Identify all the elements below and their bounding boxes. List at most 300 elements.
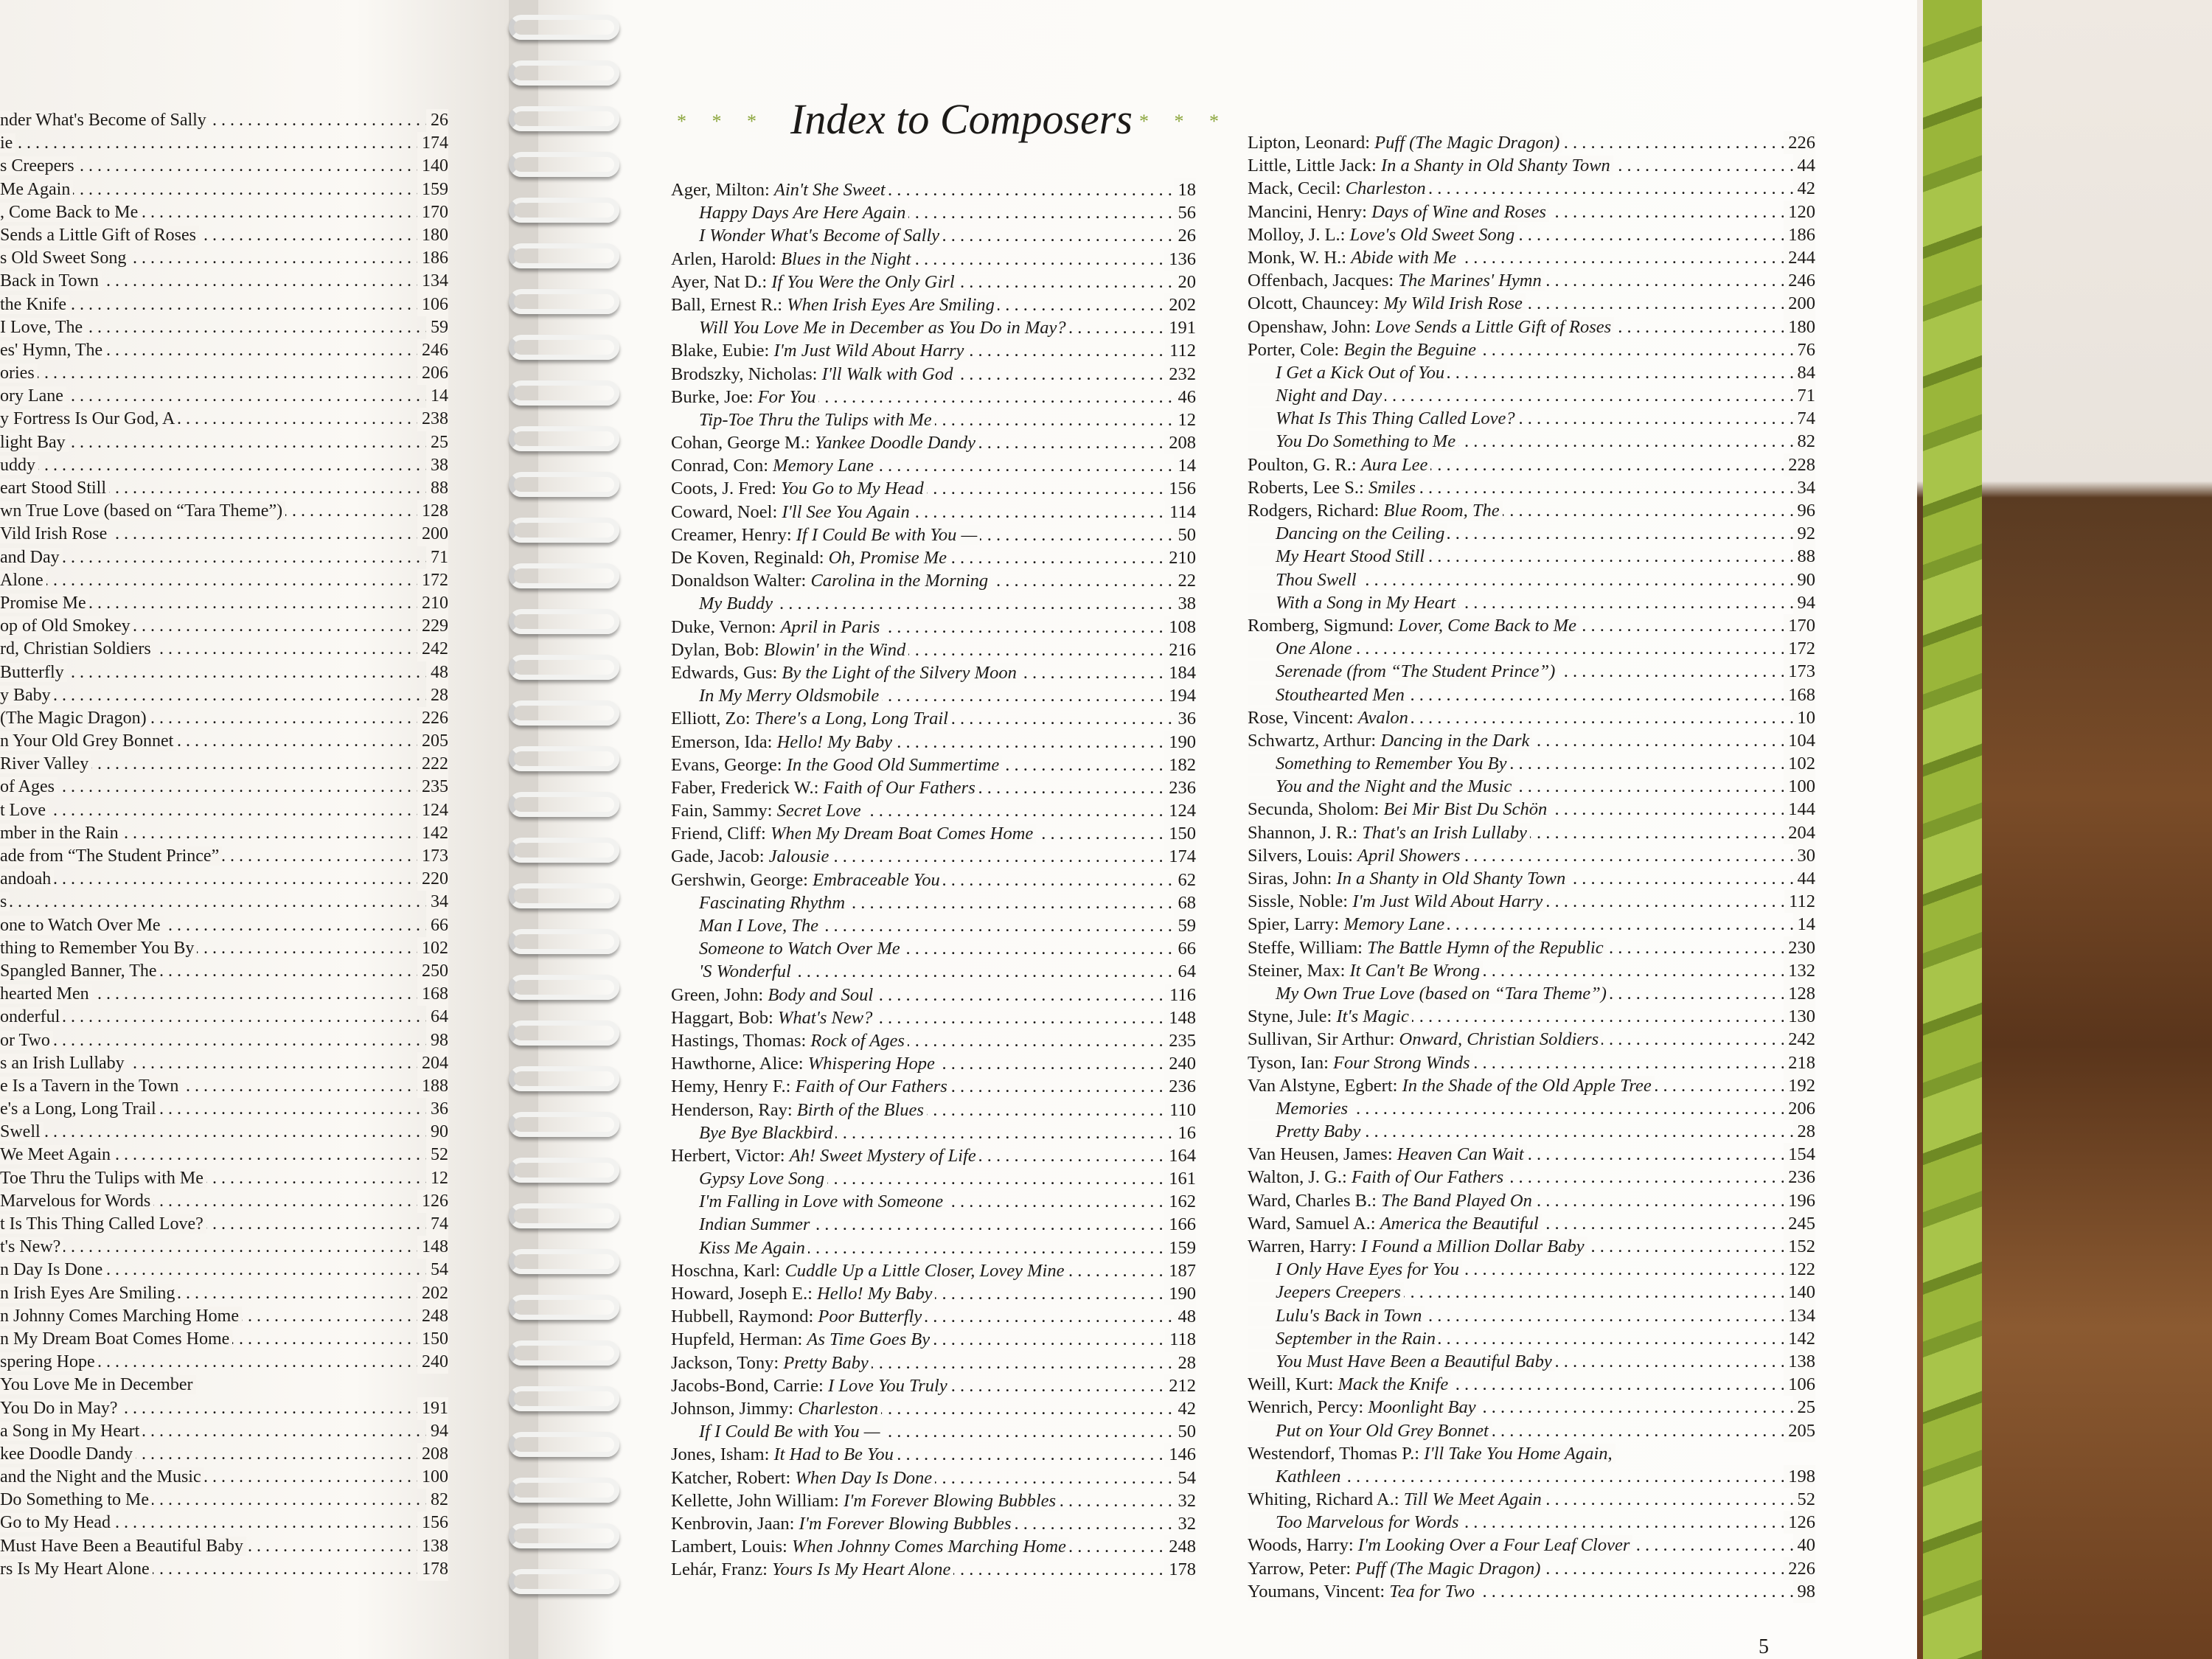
song-index-row	[0, 1535, 448, 1558]
song-title: Kathleen	[1276, 1466, 1341, 1486]
composer-name: Evans, George:	[671, 754, 782, 775]
song-title: spering Hope	[0, 1352, 98, 1371]
song-page-number: 200	[417, 523, 448, 546]
binding-coil	[509, 1158, 619, 1183]
composer-index-row	[671, 1006, 1196, 1029]
song-title: e Is a Tavern in the Town	[0, 1077, 181, 1096]
composer-index-row	[671, 1259, 1196, 1282]
song-title: I'm Just Wild About Harry	[1352, 891, 1543, 912]
song-page-number: 196	[1784, 1189, 1815, 1212]
song-page-number: 71	[1793, 384, 1816, 407]
composer-name: Coward, Noel:	[671, 501, 778, 522]
song-page-number: 114	[1165, 501, 1196, 524]
song-title: My Own True Love (based on “Tara Theme”)	[1276, 983, 1607, 1004]
song-title: My Wild Irish Rose	[1383, 293, 1523, 314]
song-title: I'll Walk with God	[821, 364, 953, 384]
binding-coil	[509, 518, 619, 543]
song-title: The Band Played On	[1381, 1190, 1532, 1211]
composer-name: Faber, Frederick W.:	[671, 777, 819, 798]
composer-index-row	[1248, 246, 1815, 269]
song-page-number: 222	[417, 753, 448, 776]
dot-leader	[0, 454, 448, 477]
song-title: Back in Town	[0, 271, 102, 291]
composer-index-row	[1248, 614, 1815, 637]
composer-name: Hupfeld, Herman:	[671, 1329, 803, 1350]
dot-leader	[0, 1236, 448, 1259]
song-title: Yankee Doodle Dandy	[814, 433, 976, 453]
composer-index-row	[1248, 706, 1815, 729]
song-title: Blues in the Night	[781, 248, 911, 269]
binding-coil	[509, 106, 619, 131]
song-page-number: 34	[426, 891, 448, 914]
song-page-number: 14	[426, 385, 448, 408]
composer-name: Mancini, Henry:	[1248, 201, 1367, 222]
song-page-number: 242	[417, 638, 448, 661]
song-title: Faith of Our Fathers	[795, 1077, 947, 1097]
song-page-number: 180	[417, 224, 448, 247]
composer-name: Arlen, Harold:	[671, 248, 776, 269]
song-title: Sends a Little Gift of Roses	[0, 226, 199, 245]
song-page-number: 200	[1784, 292, 1815, 315]
song-page-number: 110	[1165, 1099, 1196, 1121]
song-page-number: 168	[417, 983, 448, 1006]
song-page-number: 84	[1793, 361, 1816, 384]
song-index-row	[0, 730, 448, 753]
composer-index-row	[1248, 1005, 1815, 1028]
composer-name: Van Heusen, James:	[1248, 1144, 1393, 1165]
composer-name: Whiting, Richard A.:	[1248, 1489, 1399, 1510]
song-title: There's a Long, Long Trail	[754, 709, 948, 729]
binding-coil	[509, 655, 619, 680]
composer-index-row	[1248, 798, 1815, 821]
song-page-number: 230	[1784, 936, 1815, 959]
dot-leader	[0, 799, 448, 822]
song-page-number: 12	[426, 1167, 448, 1190]
song-index-row	[0, 1374, 448, 1397]
song-index-row	[0, 638, 448, 661]
binding-coil	[509, 1066, 619, 1091]
song-title: Birth of the Blues	[796, 1099, 924, 1120]
song-page-number: 204	[1784, 821, 1815, 844]
song-page-number: 226	[1784, 1557, 1815, 1580]
dot-leader	[0, 868, 448, 891]
song-page-number: 20	[1174, 271, 1197, 293]
song-page-number: 138	[1784, 1350, 1815, 1373]
composer-name: Johnson, Jimmy:	[671, 1398, 794, 1419]
song-title: Blowin' in the Wind	[763, 639, 906, 660]
song-page-number: 150	[1164, 822, 1196, 845]
song-page-number: 191	[417, 1397, 448, 1420]
song-title: ory Lane	[0, 386, 66, 406]
composer-index-row	[1248, 476, 1815, 499]
song-page-number: 108	[1164, 616, 1196, 639]
song-page-number: 52	[1793, 1488, 1816, 1511]
song-page-number: 206	[417, 362, 448, 385]
composer-name: Donaldson Walter:	[671, 571, 807, 591]
composer-index-row	[671, 1397, 1196, 1420]
song-index-row	[0, 1489, 448, 1512]
song-title: n Day Is Done	[0, 1260, 105, 1279]
composer-index-row	[671, 1167, 1196, 1190]
song-title: kee Doodle Dandy	[0, 1444, 136, 1464]
binding-coil	[509, 243, 619, 268]
composer-index-row	[671, 1213, 1196, 1236]
song-page-number: 100	[417, 1466, 448, 1489]
song-title: You Do in May?	[0, 1399, 121, 1418]
song-page-number: 126	[417, 1190, 448, 1213]
song-title: y Fortress Is Our God, A	[0, 409, 178, 428]
song-title: It Can't Be Wrong	[1349, 960, 1481, 981]
song-page-number: 238	[417, 408, 448, 431]
song-title: You Must Have Been a Beautiful Baby	[1276, 1351, 1552, 1371]
song-title: Love's Old Sweet Song	[1349, 224, 1515, 245]
composer-name: Molloy, J. L.:	[1248, 224, 1346, 245]
composer-index-row	[671, 1374, 1196, 1397]
song-title: Must Have Been a Beautiful Baby	[0, 1537, 246, 1556]
song-page-number: 174	[1164, 845, 1196, 868]
composer-index-row	[671, 431, 1196, 454]
song-page-number: 48	[1174, 1305, 1197, 1328]
composer-index-row	[1248, 1488, 1815, 1511]
title-ornament-right: * * *	[1139, 111, 1229, 132]
song-page-number: 210	[1164, 546, 1196, 569]
song-index-row	[0, 109, 448, 132]
composer-name: Hubbell, Raymond:	[671, 1307, 814, 1327]
dot-leader	[0, 1121, 448, 1144]
song-page-number: 44	[1793, 154, 1816, 177]
composer-index-row	[1248, 201, 1815, 223]
composer-index-row	[671, 477, 1196, 500]
composer-index-row	[671, 1099, 1196, 1121]
song-title: one to Watch Over Me	[0, 916, 164, 935]
song-page-number: 54	[1174, 1467, 1197, 1489]
song-title: Charleston	[1345, 178, 1426, 199]
song-title: The Marines' Hymn	[1398, 271, 1542, 291]
song-title: Blue Room, The	[1383, 501, 1500, 521]
song-page-number: 38	[1174, 592, 1197, 615]
composer-index-row	[1248, 1304, 1815, 1327]
song-page-number: 164	[1164, 1144, 1196, 1167]
composer-index-row	[1248, 890, 1815, 913]
song-title: Faith of Our Fathers	[823, 777, 975, 798]
composer-index-row	[671, 1467, 1196, 1489]
song-page-number: 56	[1174, 201, 1197, 224]
song-page-number: 178	[1164, 1558, 1196, 1581]
song-page-number: 204	[417, 1052, 448, 1075]
song-title: Poor Butterfly	[818, 1307, 922, 1327]
song-title: In a Shanty in Old Shanty Town	[1380, 156, 1610, 176]
composer-name: Offenbach, Jacques:	[1248, 271, 1394, 291]
dot-leader	[0, 132, 448, 155]
song-index-row	[0, 362, 448, 385]
composer-index-row	[1248, 1580, 1815, 1603]
composer-name: Olcott, Chauncey:	[1248, 293, 1380, 314]
composer-index-row	[1248, 384, 1815, 407]
composer-index-row	[1248, 591, 1815, 614]
song-page-number: 236	[1784, 1166, 1815, 1189]
song-title: I'm Forever Blowing Bubbles	[799, 1513, 1012, 1534]
composer-index-row	[671, 1352, 1196, 1374]
composer-index-row	[1248, 867, 1815, 890]
composer-name: Hoschna, Karl:	[671, 1260, 781, 1281]
composer-index-row	[671, 891, 1196, 914]
composer-index-row	[671, 914, 1196, 937]
song-title: What Is This Thing Called Love?	[1276, 408, 1515, 429]
composer-index-row	[1248, 407, 1815, 430]
song-title: April Showers	[1357, 845, 1461, 866]
song-index-row	[0, 1259, 448, 1281]
song-page-number: 32	[1174, 1489, 1197, 1512]
composer-index-row	[1248, 1396, 1815, 1419]
composer-name: Wenrich, Percy:	[1248, 1397, 1364, 1418]
composer-name: Yarrow, Peter:	[1248, 1558, 1352, 1579]
song-page-number: 102	[1784, 752, 1815, 775]
song-page-number: 226	[1784, 131, 1815, 154]
song-page-number: 102	[417, 937, 448, 960]
song-page-number: 192	[1784, 1074, 1815, 1097]
composer-index-row	[1248, 821, 1815, 844]
song-page-number: 128	[417, 500, 448, 523]
song-page-number: 74	[426, 1213, 448, 1236]
composer-name: Silvers, Louis:	[1248, 845, 1353, 866]
song-title: s Creepers	[0, 156, 77, 175]
song-index-row	[0, 500, 448, 523]
song-title: Dancing on the Ceiling	[1276, 524, 1445, 544]
composer-name: Weill, Kurt:	[1248, 1374, 1334, 1395]
song-title: Memories	[1276, 1098, 1348, 1119]
song-title: Butterfly	[0, 663, 67, 682]
song-title: rs Is My Heart Alone	[0, 1559, 153, 1579]
composer-name: Jones, Isham:	[671, 1444, 770, 1465]
composer-index-row	[1248, 316, 1815, 338]
song-title: wn True Love (based on “Tara Theme”)	[0, 501, 285, 521]
page-title: Index to Composers	[790, 95, 1133, 143]
composer-name: Emerson, Ida:	[671, 731, 773, 752]
song-title: Cuddle Up a Little Closer, Lovey Mine	[785, 1260, 1065, 1281]
song-page-number: 172	[417, 569, 448, 592]
song-title: By the Light of the Silvery Moon	[782, 662, 1017, 683]
composer-name: Coots, J. Fred:	[671, 479, 776, 499]
song-page-number: 66	[426, 914, 448, 937]
song-title: Whispering Hope	[807, 1054, 935, 1074]
song-title: I'll See You Again	[782, 501, 910, 522]
song-page-number: 246	[1784, 269, 1815, 292]
song-page-number: 25	[426, 431, 448, 454]
composer-index-row	[671, 639, 1196, 661]
song-page-number: 82	[1793, 430, 1816, 453]
composer-name: Elliott, Zo:	[671, 709, 751, 729]
song-page-number: 156	[1164, 477, 1196, 500]
composer-index-row	[1248, 1097, 1815, 1120]
song-title: eart Stood Still	[0, 479, 109, 498]
song-title: You Go to My Head	[781, 479, 924, 499]
song-page-number: 66	[1174, 937, 1197, 960]
song-page-number: 126	[1784, 1511, 1815, 1534]
song-page-number: 235	[1164, 1029, 1196, 1052]
song-title: y Baby	[0, 686, 54, 705]
song-title: Pretty Baby	[783, 1352, 869, 1373]
composer-name: Schwartz, Arthur:	[1248, 730, 1377, 751]
song-page-number: 186	[1784, 223, 1815, 246]
song-page-number: 186	[417, 247, 448, 270]
song-page-number: 190	[1164, 731, 1196, 754]
song-page-number: 156	[417, 1512, 448, 1534]
composer-index-row	[1248, 1534, 1815, 1557]
song-title: Avalon	[1357, 707, 1408, 728]
song-page-number: 40	[1793, 1534, 1816, 1557]
composer-index-row	[671, 363, 1196, 386]
composer-index-row	[1248, 1166, 1815, 1189]
composer-index-row	[671, 1512, 1196, 1535]
composer-index-row	[1248, 1442, 1815, 1465]
composer-index-row	[1248, 1051, 1815, 1074]
composer-name: Sullivan, Sir Arthur:	[1248, 1029, 1395, 1050]
song-page-number: 50	[1174, 524, 1197, 546]
song-page-number: 106	[417, 293, 448, 316]
dot-leader	[0, 546, 448, 569]
song-page-number: 54	[426, 1259, 448, 1281]
song-page-number: 74	[1793, 407, 1816, 430]
song-page-number: 248	[417, 1305, 448, 1328]
song-index-row	[0, 960, 448, 983]
composer-index-row	[1248, 292, 1815, 315]
composer-index-row	[671, 937, 1196, 960]
song-title: River Valley	[0, 754, 91, 773]
song-title: If I Could Be with You —	[699, 1422, 880, 1442]
composer-index-row	[671, 1489, 1196, 1512]
binding-coil	[509, 198, 619, 223]
composer-index-row	[671, 1144, 1196, 1167]
binding-coil	[509, 1112, 619, 1137]
composer-name: Warren, Harry:	[1248, 1237, 1357, 1256]
binding-coil	[509, 1523, 619, 1548]
song-title: Memory Lane	[1343, 914, 1445, 935]
song-index-row	[0, 1397, 448, 1420]
binding-coil	[509, 1249, 619, 1274]
song-page-number: 140	[417, 155, 448, 178]
song-page-number: 42	[1793, 177, 1816, 200]
song-page-number: 148	[1164, 1006, 1196, 1029]
song-index-row	[0, 983, 448, 1006]
dot-leader	[0, 776, 448, 799]
song-page-number: 240	[417, 1351, 448, 1374]
song-index-row	[0, 1144, 448, 1166]
song-title: Bei Mir Bist Du Schön	[1383, 799, 1548, 820]
song-title: Aura Lee	[1360, 454, 1428, 475]
composer-index-row	[1248, 131, 1815, 154]
song-title: Moonlight Bay	[1368, 1397, 1476, 1418]
song-page-number: 198	[1784, 1465, 1815, 1488]
song-index-row	[0, 1512, 448, 1534]
song-page-number: 88	[426, 477, 448, 500]
song-page-number: 244	[1784, 246, 1815, 269]
song-page-number: 112	[1165, 339, 1196, 362]
song-page-number: 220	[417, 868, 448, 891]
dot-leader	[0, 1006, 448, 1029]
song-page-number: 216	[1164, 639, 1196, 661]
song-title: In a Shanty in Old Shanty Town	[1336, 869, 1566, 888]
song-index-row	[0, 477, 448, 500]
binding-coil	[509, 152, 619, 177]
song-index-row	[0, 707, 448, 730]
song-index-row	[0, 1282, 448, 1305]
composer-name: Little, Little Jack:	[1248, 156, 1377, 176]
song-index-row	[0, 1029, 448, 1052]
song-page-number: 118	[1165, 1328, 1196, 1351]
binding-coil	[509, 1432, 619, 1457]
binding-coil	[509, 1295, 619, 1320]
composer-index-row	[671, 524, 1196, 546]
composer-name: Openshaw, John:	[1248, 316, 1371, 337]
song-page-number: 212	[1164, 1374, 1196, 1397]
composer-name: Edwards, Gus:	[671, 662, 778, 683]
binding-coil	[509, 792, 619, 817]
song-index-row	[0, 1558, 448, 1581]
composer-index-row	[671, 592, 1196, 615]
song-title: Do Something to Me	[0, 1490, 152, 1509]
song-title: Vild Irish Rose	[0, 524, 110, 543]
song-page-number: 245	[1784, 1212, 1815, 1235]
composer-index-row	[1248, 269, 1815, 292]
song-title: n Johnny Comes Marching Home	[0, 1307, 242, 1326]
composer-index-row	[671, 454, 1196, 477]
song-title: light Bay	[0, 433, 69, 452]
song-title: My Buddy	[699, 594, 773, 614]
song-page-number: 166	[1164, 1213, 1196, 1236]
song-page-number: 88	[1793, 545, 1816, 568]
composer-name: De Koven, Reginald:	[671, 548, 824, 568]
composer-index-row	[671, 569, 1196, 592]
binding-coil	[509, 1478, 619, 1503]
composer-name: Ward, Charles B.:	[1248, 1190, 1377, 1211]
composer-name: Woods, Harry:	[1248, 1535, 1354, 1556]
song-page-number: 122	[1784, 1258, 1815, 1281]
song-index-row	[0, 132, 448, 155]
song-page-number: 202	[1164, 293, 1196, 316]
song-title: With a Song in My Heart	[1276, 592, 1456, 613]
song-index-row	[0, 316, 448, 339]
song-index-row	[0, 523, 448, 546]
song-index-row	[0, 1006, 448, 1029]
composer-index-row	[671, 501, 1196, 524]
binding-coil	[509, 1203, 619, 1228]
song-page-number: 206	[1784, 1097, 1815, 1120]
composer-name: Blake, Eubie:	[671, 341, 770, 361]
composer-name: Steffe, William:	[1248, 937, 1363, 958]
composer-name: Lipton, Leonard:	[1248, 133, 1371, 153]
composer-name: Ball, Ernest R.:	[671, 294, 783, 315]
song-title: Me Again	[0, 180, 73, 199]
song-page-number: 236	[1164, 776, 1196, 799]
song-title: andoah	[0, 869, 54, 888]
song-index-row	[0, 914, 448, 937]
song-title: Man I Love, The	[699, 916, 818, 936]
song-page-number: 240	[1164, 1052, 1196, 1075]
composer-index-row	[1248, 775, 1815, 798]
song-page-number: 146	[1164, 1443, 1196, 1466]
composer-name: Brodszky, Nicholas:	[671, 364, 818, 384]
song-title: n My Dream Boat Comes Home	[0, 1329, 232, 1349]
song-page-number: 154	[1784, 1143, 1815, 1166]
composer-index-row	[1248, 499, 1815, 522]
composer-index-row	[1248, 1350, 1815, 1373]
song-title: I Wonder What's Become of Sally	[699, 226, 940, 246]
song-page-number: 190	[1164, 1282, 1196, 1305]
song-page-number: 159	[417, 178, 448, 201]
song-page-number: 202	[417, 1282, 448, 1305]
song-title: When Day Is Done	[795, 1467, 933, 1488]
song-page-number: 132	[1784, 959, 1815, 982]
